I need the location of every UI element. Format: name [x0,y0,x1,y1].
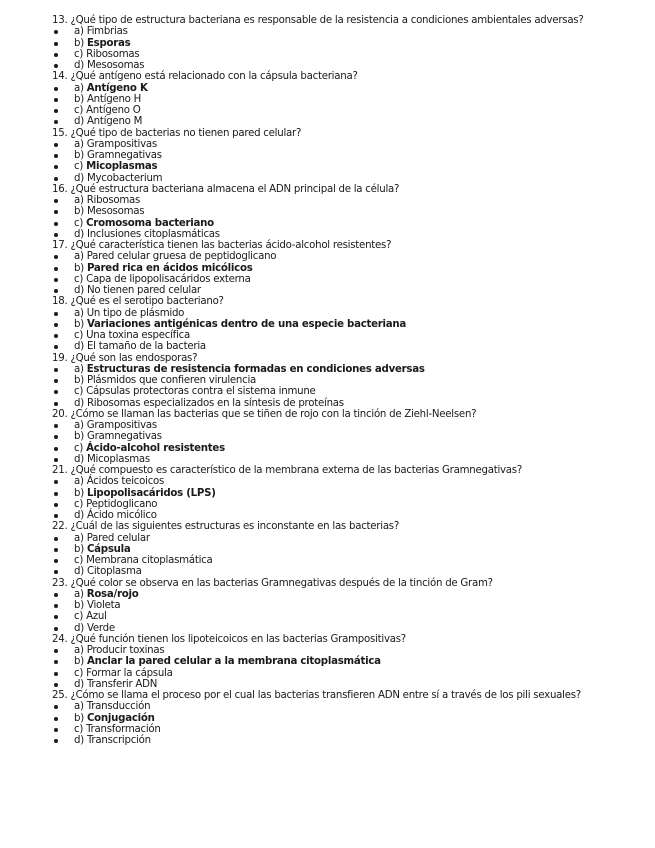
option [52,60,647,71]
question-text [52,240,647,251]
option-label: c) [74,667,84,679]
question-text [52,521,647,532]
option-label: c) [74,611,84,623]
option-label: d) [74,566,84,578]
option-text: Pared rica en ácidos micólicos [86,262,253,274]
option-text: Fimbrias [86,26,128,38]
question-number: 16. [52,183,68,195]
option-text: Estructuras de resistencia formadas en condiciones adversas [86,363,425,375]
option-list [52,476,647,521]
option-text: Verde [86,622,115,634]
option-text: Gramnegativas [86,431,162,443]
option [52,285,647,296]
option-text: El tamaño de la bacteria [86,341,206,353]
option-label: c) [74,386,84,398]
option-correct [52,443,647,454]
question-prompt: ¿Cómo se llaman las bacterias que se tiñen de rojo con la tinción de Ziehl-Neelsen? [70,408,477,420]
option-correct [52,161,647,172]
option-list [52,533,647,578]
option [52,454,647,465]
question-prompt: ¿Qué función tienen los lipoteicoicos en las bacterias Grampositivas? [70,633,406,645]
question-text [52,296,647,307]
option-label: c) [74,555,84,566]
question-13 [52,15,647,71]
option-text: Micoplasmas [86,161,158,173]
option-text: Gramnegativas [86,150,162,161]
question-prompt: ¿Qué color se observa en las bacterias Gramnegativas después de la tinción de Gram? [70,577,493,589]
question-text [52,15,647,26]
option [52,386,647,397]
option-text: Transferir ADN [86,678,158,690]
question-prompt: ¿Cuál de las siguientes estructuras es inconstante en las bacterias? [70,521,400,533]
question-number: 13. [52,15,68,26]
option-text: Inclusiones citoplasmáticas [86,228,220,240]
option-text: Plásmidos que confieren virulencia [86,375,257,386]
option-label: a) [74,82,84,94]
question-text [52,184,647,195]
question-text [52,71,647,82]
option [52,566,647,577]
option [52,139,647,150]
option-correct [52,544,647,555]
option-text: Cápsulas protectoras contra el sistema inmune [86,386,316,398]
option [52,499,647,510]
option-correct [52,319,647,330]
option-label: a) [74,138,84,150]
option-correct [52,263,647,274]
option-text: Ribosomas [86,195,141,206]
option-text: Ácido-alcohol resistentes [86,442,225,454]
option-label: c) [74,498,84,510]
option [52,49,647,60]
option-label: b) [74,656,84,668]
option [52,251,647,262]
option [52,555,647,566]
question-14 [52,71,647,127]
option-list [52,139,647,184]
question-number: 23. [52,577,68,589]
question-prompt: ¿Qué característica tienen las bacterias ácido-alcohol resistentes? [70,240,392,251]
option-label: b) [74,375,84,386]
option-label: a) [74,363,84,375]
option-list [52,26,647,71]
option-list [52,251,647,296]
question-prompt: ¿Qué son las endosporas? [70,352,198,364]
option-label: d) [74,453,84,465]
option [52,150,647,161]
question-number: 17. [52,240,68,251]
option-label: b) [74,712,84,724]
option [52,206,647,217]
option [52,308,647,319]
option-text: Pared celular [86,532,150,544]
question-number: 18. [52,296,68,308]
question-17 [52,240,647,296]
question-prompt: ¿Qué es el serotipo bacteriano? [70,296,224,308]
option-label: a) [74,195,84,206]
option-text: Citoplasma [86,566,142,578]
option-label: b) [74,600,84,611]
option-label: d) [74,285,84,296]
option-label: a) [74,701,84,713]
option-text: Antígeno H [86,93,142,105]
question-21 [52,465,647,521]
option-text: Grampositivas [86,420,157,431]
option-label: c) [74,161,84,173]
option [52,375,647,386]
option [52,611,647,622]
option [52,510,647,521]
option-label: c) [74,330,84,341]
question-number: 20. [52,408,68,420]
option-label: c) [74,442,84,454]
option-text: Grampositivas [86,138,157,150]
question-22 [52,521,647,577]
option-text: No tienen pared celular [86,285,201,296]
option-list [52,420,647,465]
option-text: Mycobacterium [86,172,163,184]
option-text: Formar la cápsula [86,667,173,679]
option [52,116,647,127]
question-text [52,690,647,701]
option-text: Lipopolisacáridos (LPS) [86,487,216,499]
option-correct [52,488,647,499]
option-label: c) [74,48,84,60]
option-text: Mesosomas [86,60,145,71]
question-25 [52,690,647,746]
question-24 [52,634,647,690]
option-label: b) [74,37,84,49]
option-label: a) [74,251,84,263]
option [52,173,647,184]
option-correct [52,83,647,94]
option-list [52,645,647,690]
option-text: Producir toxinas [86,645,165,656]
option [52,229,647,240]
option-text: Cromosoma bacteriano [86,217,214,229]
option [52,668,647,679]
option-text: Un tipo de plásmido [86,307,185,319]
option-list [52,701,647,746]
question-23 [52,578,647,634]
option-label: b) [74,431,84,443]
option [52,724,647,735]
option-label: a) [74,645,84,656]
option [52,420,647,431]
question-prompt: ¿Qué compuesto es característico de la membrana externa de las bacterias Gramnegativas? [70,465,523,476]
option-label: d) [74,510,84,521]
option [52,623,647,634]
option-label: c) [74,723,84,735]
option-label: a) [74,307,84,319]
option [52,398,647,409]
option-text: Conjugación [86,712,155,724]
option-correct [52,713,647,724]
option [52,105,647,116]
option [52,735,647,746]
option-list [52,589,647,634]
option-label: d) [74,172,84,184]
question-text [52,128,647,139]
option-correct [52,218,647,229]
option [52,26,647,37]
question-20 [52,409,647,465]
question-text [52,578,647,589]
question-list [52,15,647,746]
question-text [52,634,647,645]
option-label: d) [74,397,84,409]
option [52,330,647,341]
option-text: Ácidos teicoicos [86,476,165,488]
option [52,341,647,352]
question-18 [52,296,647,352]
question-prompt: ¿Qué tipo de estructura bacteriana es responsable de la resistencia a condiciones ambientales adversas? [70,15,584,26]
option-text: Antígeno O [86,105,141,116]
option [52,701,647,712]
option [52,679,647,690]
option-label: b) [74,262,84,274]
option-text: Anclar la pared celular a la membrana citoplasmática [86,656,381,668]
option-text: Antígeno M [86,116,143,128]
option-text: Variaciones antigénicas dentro de una especie bacteriana [86,318,407,330]
option-label: b) [74,150,84,161]
question-number: 14. [52,71,68,83]
option-text: Rosa/rojo [86,588,139,600]
option-label: d) [74,341,84,353]
option-label: c) [74,273,84,285]
question-text [52,465,647,476]
option-list [52,195,647,240]
question-15 [52,128,647,184]
option-label: d) [74,228,84,240]
option-list [52,83,647,128]
option-text: Transcripción [86,735,151,746]
option [52,600,647,611]
question-number: 25. [52,690,68,701]
option-list [52,364,647,409]
option [52,533,647,544]
option-text: Membrana citoplasmática [86,555,213,566]
option-text: Peptidoglicano [86,498,158,510]
option-list [52,308,647,353]
question-number: 24. [52,633,68,645]
option-correct [52,656,647,667]
question-number: 21. [52,465,68,476]
option-text: Ácido micólico [86,510,157,521]
question-number: 15. [52,127,68,139]
option-label: d) [74,735,84,746]
option-label: b) [74,206,84,218]
option-text: Ribosomas [86,48,140,60]
option-label: a) [74,26,84,38]
option-label: a) [74,476,84,488]
option-text: Transformación [86,723,161,735]
question-text [52,353,647,364]
option-label: c) [74,217,84,229]
option-text: Transducción [86,701,151,713]
option-text: Antígeno K [86,82,148,94]
option [52,645,647,656]
option-text: Azul [86,611,107,623]
option-text: Violeta [86,600,121,611]
option [52,274,647,285]
option-text: Pared celular gruesa de peptidoglicano [86,251,277,263]
option-label: d) [74,60,84,71]
question-number: 19. [52,352,68,364]
option-label: c) [74,105,84,116]
option-text: Una toxina específica [86,330,190,341]
option-label: b) [74,487,84,499]
option-text: Mesosomas [86,206,145,218]
option-label: a) [74,532,84,544]
option-correct [52,589,647,600]
question-prompt: ¿Qué estructura bacteriana almacena el ADN principal de la célula? [70,183,400,195]
option-text: Capa de lipopolisacáridos externa [86,273,251,285]
option-label: a) [74,588,84,600]
option-correct [52,364,647,375]
question-text [52,409,647,420]
option-label: b) [74,543,84,555]
question-prompt: ¿Qué tipo de bacterias no tienen pared celular? [70,127,302,139]
option-correct [52,38,647,49]
option [52,195,647,206]
option [52,431,647,442]
question-number: 22. [52,521,68,533]
question-prompt: ¿Cómo se llama el proceso por el cual las bacterias transfieren ADN entre sí a través de los pili sexuales? [70,690,581,701]
question-16 [52,184,647,240]
question-prompt: ¿Qué antígeno está relacionado con la cápsula bacteriana? [70,71,358,83]
option-label: b) [74,93,84,105]
option-text: Cápsula [86,543,131,555]
option-text: Micoplasmas [86,453,150,465]
option-label: a) [74,420,84,431]
option-label: d) [74,116,84,128]
option [52,476,647,487]
option [52,94,647,105]
option-text: Esporas [86,37,131,49]
option-label: b) [74,318,84,330]
question-19 [52,353,647,409]
option-label: d) [74,622,84,634]
option-text: Ribosomas especializados en la síntesis de proteínas [86,397,344,409]
option-label: d) [74,678,84,690]
